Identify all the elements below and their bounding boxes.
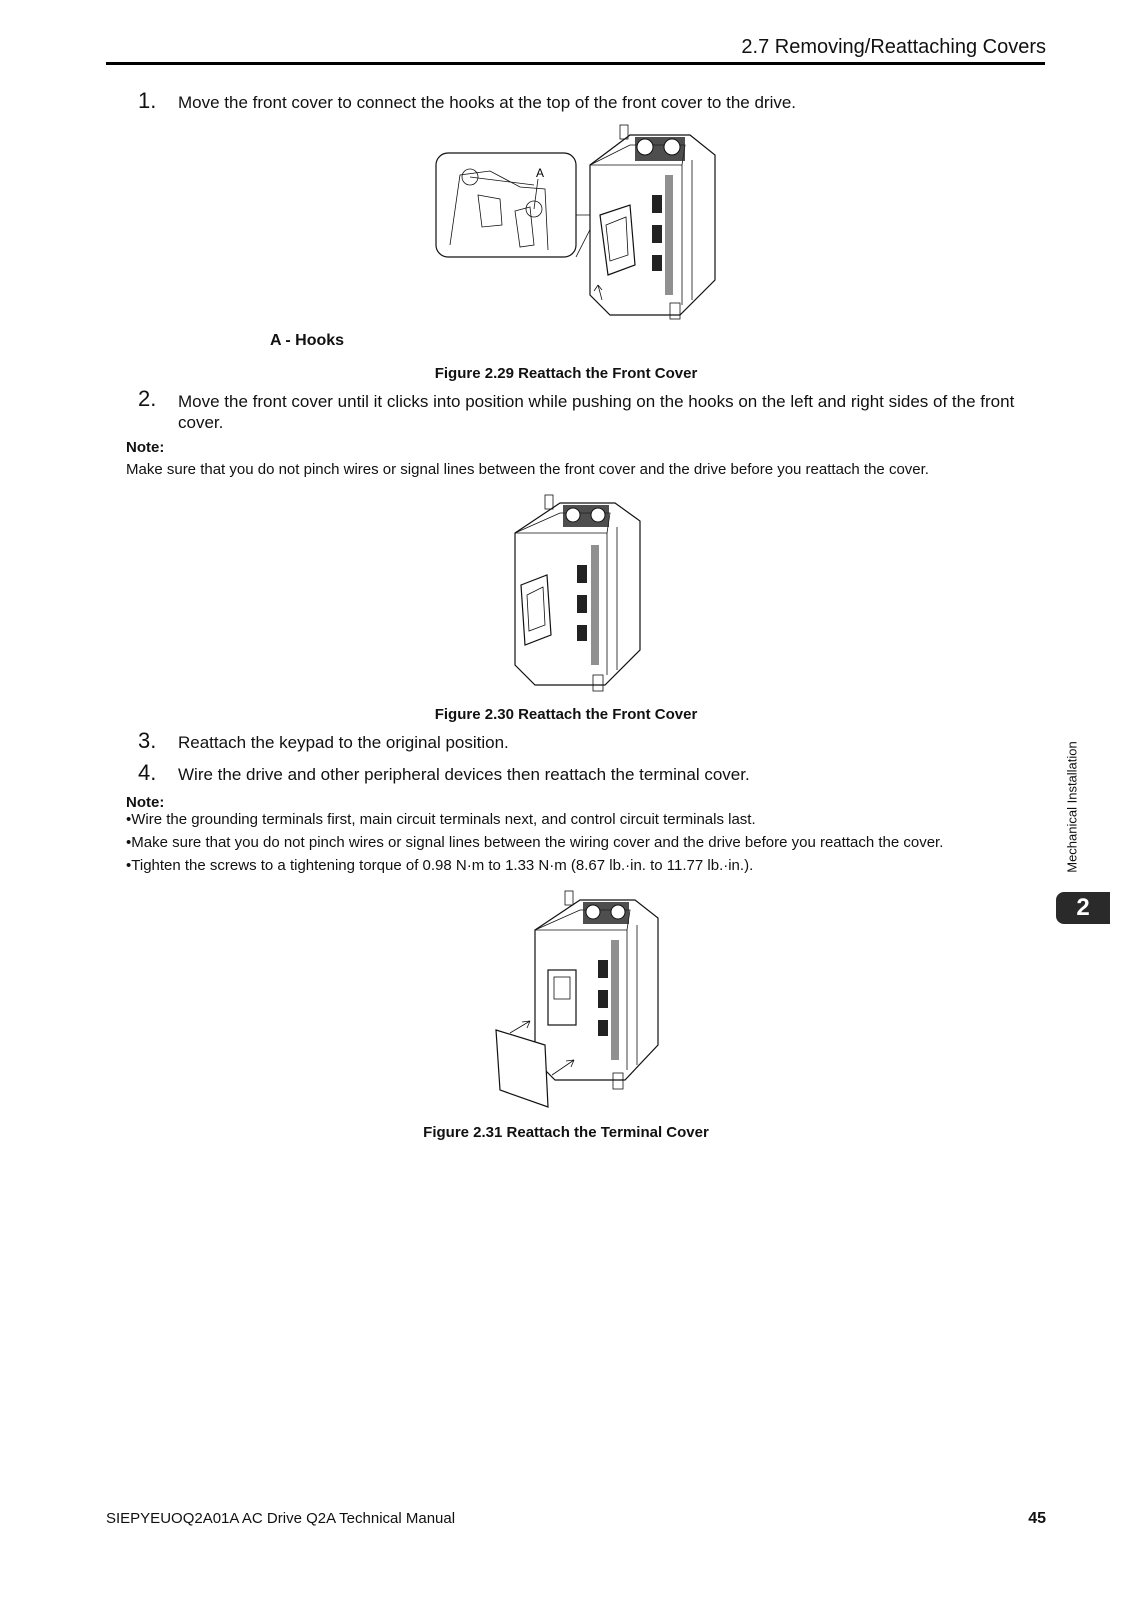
step-text: Wire the drive and other peripheral devices then reattach the terminal cover. [178, 765, 750, 784]
note-bullet: •Wire the grounding terminals first, main circuit terminals next, and control circuit terminals last. [126, 811, 756, 828]
note-text: Make sure that you do not pinch wires or signal lines between the front cover and the drive before you reattach the cover. [126, 461, 929, 478]
note-bullet: •Tighten the screws to a tightening torque of 0.98 N·m to 1.33 N·m (8.67 lb.·in. to 11.77 lb.·in.). [126, 857, 754, 874]
step-number: 1. [138, 88, 157, 113]
chapter-side-label: Mechanical Installation [1064, 741, 1080, 873]
note-label: Note: [126, 439, 165, 456]
step-number: 3. [138, 728, 157, 753]
step-number: 2. [138, 386, 157, 411]
header-rule [106, 62, 1045, 65]
note-bullet: •Make sure that you do not pinch wires or signal lines between the wiring cover and the drive before you reattach the cover. [126, 834, 944, 851]
figure-reattach-terminal-cover [490, 885, 660, 1110]
figure-legend: A - Hooks [270, 332, 345, 349]
step-text: Reattach the keypad to the original position. [178, 733, 509, 752]
note-label: Note: [126, 794, 165, 811]
figure-caption: Figure 2.30 Reattach the Front Cover [434, 706, 698, 723]
figure-reattach-front-cover [505, 485, 650, 695]
figure-caption: Figure 2.29 Reattach the Front Cover [434, 365, 698, 382]
figure-caption: Figure 2.31 Reattach the Terminal Cover [423, 1124, 709, 1141]
chapter-tab: 2 [1056, 892, 1110, 924]
step-number: 4. [138, 760, 157, 785]
step-text: Move the front cover until it clicks into position while pushing on the hooks on the left and right sides of the front cover. [178, 392, 1015, 432]
step-text: Move the front cover to connect the hooks at the top of the front cover to the drive. [178, 93, 797, 112]
callout-letter-a: A [536, 166, 545, 180]
page-number: 45 [1028, 1510, 1046, 1527]
figure-reattach-front-cover-hooks [430, 115, 730, 325]
footer-manual-title: SIEPYEUOQ2A01A AC Drive Q2A Technical Manual [106, 1510, 456, 1527]
section-title: 2.7 Removing/Reattaching Covers [741, 36, 1046, 58]
